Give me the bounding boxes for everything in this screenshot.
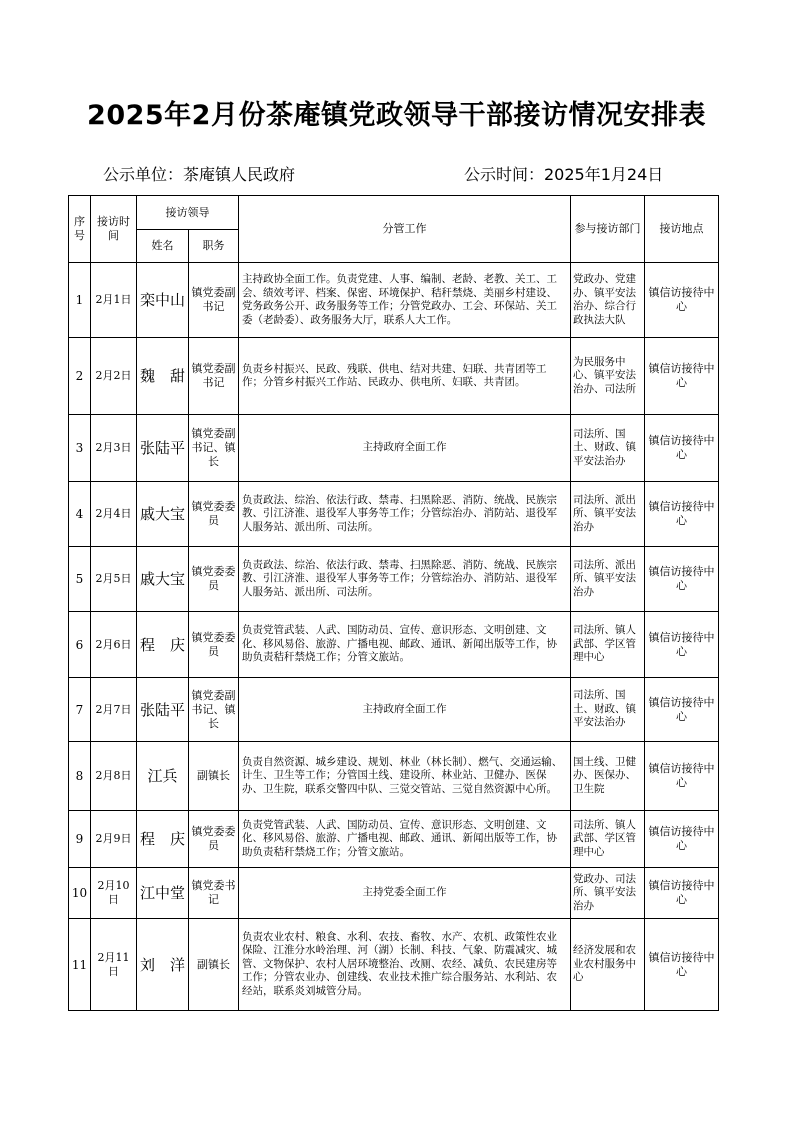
row-position: 镇党委委员 — [189, 811, 239, 868]
row-no: 2 — [69, 338, 91, 415]
header-position: 职务 — [189, 230, 239, 263]
table-row — [69, 263, 719, 338]
header-dept: 参与接访部门 — [571, 196, 645, 263]
row-date: 2月11日 — [91, 919, 137, 1011]
row-date: 2月2日 — [91, 338, 137, 415]
row-name: 戚大宝 — [137, 547, 189, 612]
row-location: 镇信访接待中心 — [645, 868, 719, 919]
row-location: 镇信访接待中心 — [645, 919, 719, 1011]
row-position: 镇党委副书记 — [189, 263, 239, 338]
row-name: 栾中山 — [137, 263, 189, 338]
row-no: 10 — [69, 868, 91, 919]
table-row — [69, 919, 719, 1011]
row-date: 2月4日 — [91, 482, 137, 547]
row-name: 江中堂 — [137, 868, 189, 919]
row-no: 7 — [69, 678, 91, 742]
row-date: 2月7日 — [91, 678, 137, 742]
publish-time: 公示时间：2025年1月24日 — [464, 165, 664, 184]
header-location: 接访地点 — [645, 196, 719, 263]
table-row — [69, 678, 719, 742]
row-dept: 国土线、卫健办、医保办、卫生院 — [571, 742, 645, 811]
table-row — [69, 612, 719, 678]
row-duties: 主持政府全面工作 — [239, 678, 571, 742]
row-no: 1 — [69, 263, 91, 338]
table-row — [69, 338, 719, 415]
header-date: 接访时间 — [91, 196, 137, 263]
row-name: 江兵 — [137, 742, 189, 811]
row-dept: 经济发展和农业农村服务中心 — [571, 919, 645, 1011]
row-dept: 司法所、派出所、镇平安法治办 — [571, 547, 645, 612]
table-body — [69, 263, 719, 1011]
row-date: 2月3日 — [91, 415, 137, 482]
row-no: 5 — [69, 547, 91, 612]
row-location: 镇信访接待中心 — [645, 811, 719, 868]
row-position: 镇党委副书记 — [189, 338, 239, 415]
table-row — [69, 415, 719, 482]
row-position: 副镇长 — [189, 742, 239, 811]
row-location: 镇信访接待中心 — [645, 678, 719, 742]
row-dept: 司法所、派出所、镇平安法治办 — [571, 482, 645, 547]
row-position: 镇党委委员 — [189, 547, 239, 612]
row-location: 镇信访接待中心 — [645, 742, 719, 811]
row-date: 2月1日 — [91, 263, 137, 338]
row-duties: 负责自然资源、城乡建设、规划、林业（林长制）、燃气、交通运输、计生、卫生等工作；分管国土线、建设所、林业站、卫健办、医保办、卫生院，联系交警四中队、三觉交管站、三觉自然资源中心所。 — [239, 742, 571, 811]
table-row — [69, 811, 719, 868]
row-duties: 负责农业农村、粮食、水利、农技、畜牧、水产、农机、政策性农业保险、江淮分水岭治理、河（湖）长制、科技、气象、防震减灾、城管、文物保护、农村人居环境整治、改厕、农经、减负、农民建房等工作；分管农业办、创建线、农业技术推广综合服务站、水利站、农经站，联系炎刘城管分局。 — [239, 919, 571, 1011]
row-position: 副镇长 — [189, 919, 239, 1011]
row-no: 9 — [69, 811, 91, 868]
header-no: 序号 — [69, 196, 91, 263]
row-date: 2月10日 — [91, 868, 137, 919]
row-name: 程 庆 — [137, 612, 189, 678]
page-title: 2025年2月份茶庵镇党政领导干部接访情况安排表 — [87, 100, 706, 131]
row-date: 2月6日 — [91, 612, 137, 678]
row-dept: 党政办、司法所、镇平安法治办 — [571, 868, 645, 919]
row-location: 镇信访接待中心 — [645, 482, 719, 547]
table-row — [69, 482, 719, 547]
row-duties: 负责政法、综治、依法行政、禁毒、扫黑除恶、消防、统战、民族宗教、引江济淮、退役军人事务等工作；分管综治办、消防站、退役军人服务站、派出所、司法所。 — [239, 482, 571, 547]
row-name: 程 庆 — [137, 811, 189, 868]
row-no: 11 — [69, 919, 91, 1011]
row-dept: 为民服务中心、镇平安法治办、司法所 — [571, 338, 645, 415]
row-dept: 司法所、国土、财政、镇平安法治办 — [571, 678, 645, 742]
row-name: 魏 甜 — [137, 338, 189, 415]
row-name: 戚大宝 — [137, 482, 189, 547]
header-duties: 分管工作 — [239, 196, 571, 263]
row-no: 6 — [69, 612, 91, 678]
row-name: 张陆平 — [137, 678, 189, 742]
row-dept: 司法所、镇人武部、学区管理中心 — [571, 811, 645, 868]
row-dept: 党政办、党建办、镇平安法治办、综合行政执法大队 — [571, 263, 645, 338]
row-location: 镇信访接待中心 — [645, 338, 719, 415]
row-date: 2月5日 — [91, 547, 137, 612]
row-location: 镇信访接待中心 — [645, 547, 719, 612]
row-position: 镇党委委员 — [189, 482, 239, 547]
row-name: 张陆平 — [137, 415, 189, 482]
row-name: 刘 洋 — [137, 919, 189, 1011]
row-duties: 主持政府全面工作 — [239, 415, 571, 482]
row-duties: 负责党管武装、人武、国防动员、宣传、意识形态、文明创建、文化、移风易俗、旅游、广播电视、邮政、通讯、新闻出版等工作，协助负责秸秆禁烧工作；分管文旅站。 — [239, 811, 571, 868]
row-location: 镇信访接待中心 — [645, 612, 719, 678]
header-leader: 接访领导 — [137, 196, 239, 230]
row-location: 镇信访接待中心 — [645, 263, 719, 338]
row-date: 2月9日 — [91, 811, 137, 868]
row-location: 镇信访接待中心 — [645, 415, 719, 482]
row-no: 3 — [69, 415, 91, 482]
row-dept: 司法所、镇人武部、学区管理中心 — [571, 612, 645, 678]
row-position: 镇党委副书记、镇长 — [189, 415, 239, 482]
row-duties: 主持政协全面工作。负责党建、人事、编制、老龄、老教、关工、工会、绩效考评、档案、保密、环境保护、秸秆禁烧、美丽乡村建设、党务政务公开、政务服务等工作；分管党政办、工会、环保站、关工委（老龄委）、政务服务大厅，联系人大工作。 — [239, 263, 571, 338]
publisher: 公示单位：茶庵镇人民政府 — [103, 165, 296, 184]
schedule-table — [68, 195, 719, 1011]
row-no: 8 — [69, 742, 91, 811]
row-position: 镇党委副书记、镇长 — [189, 678, 239, 742]
row-duties: 负责政法、综治、依法行政、禁毒、扫黑除恶、消防、统战、民族宗教、引江济淮、退役军人事务等工作；分管综治办、消防站、退役军人服务站、派出所、司法所。 — [239, 547, 571, 612]
row-dept: 司法所、国土、财政、镇平安法治办 — [571, 415, 645, 482]
table-row — [69, 547, 719, 612]
table-row — [69, 868, 719, 919]
row-duties: 主持党委全面工作 — [239, 868, 571, 919]
row-no: 4 — [69, 482, 91, 547]
header-name: 姓名 — [137, 230, 189, 263]
row-position: 镇党委书记 — [189, 868, 239, 919]
table-row — [69, 742, 719, 811]
row-position: 镇党委委员 — [189, 612, 239, 678]
row-duties: 负责党管武装、人武、国防动员、宣传、意识形态、文明创建、文化、移风易俗、旅游、广播电视、邮政、通讯、新闻出版等工作，协助负责秸秆禁烧工作；分管文旅站。 — [239, 612, 571, 678]
row-date: 2月8日 — [91, 742, 137, 811]
row-duties: 负责乡村振兴、民政、残联、供电、结对共建、妇联、共青团等工作；分管乡村振兴工作站、民政办、供电所、妇联、共青团。 — [239, 338, 571, 415]
